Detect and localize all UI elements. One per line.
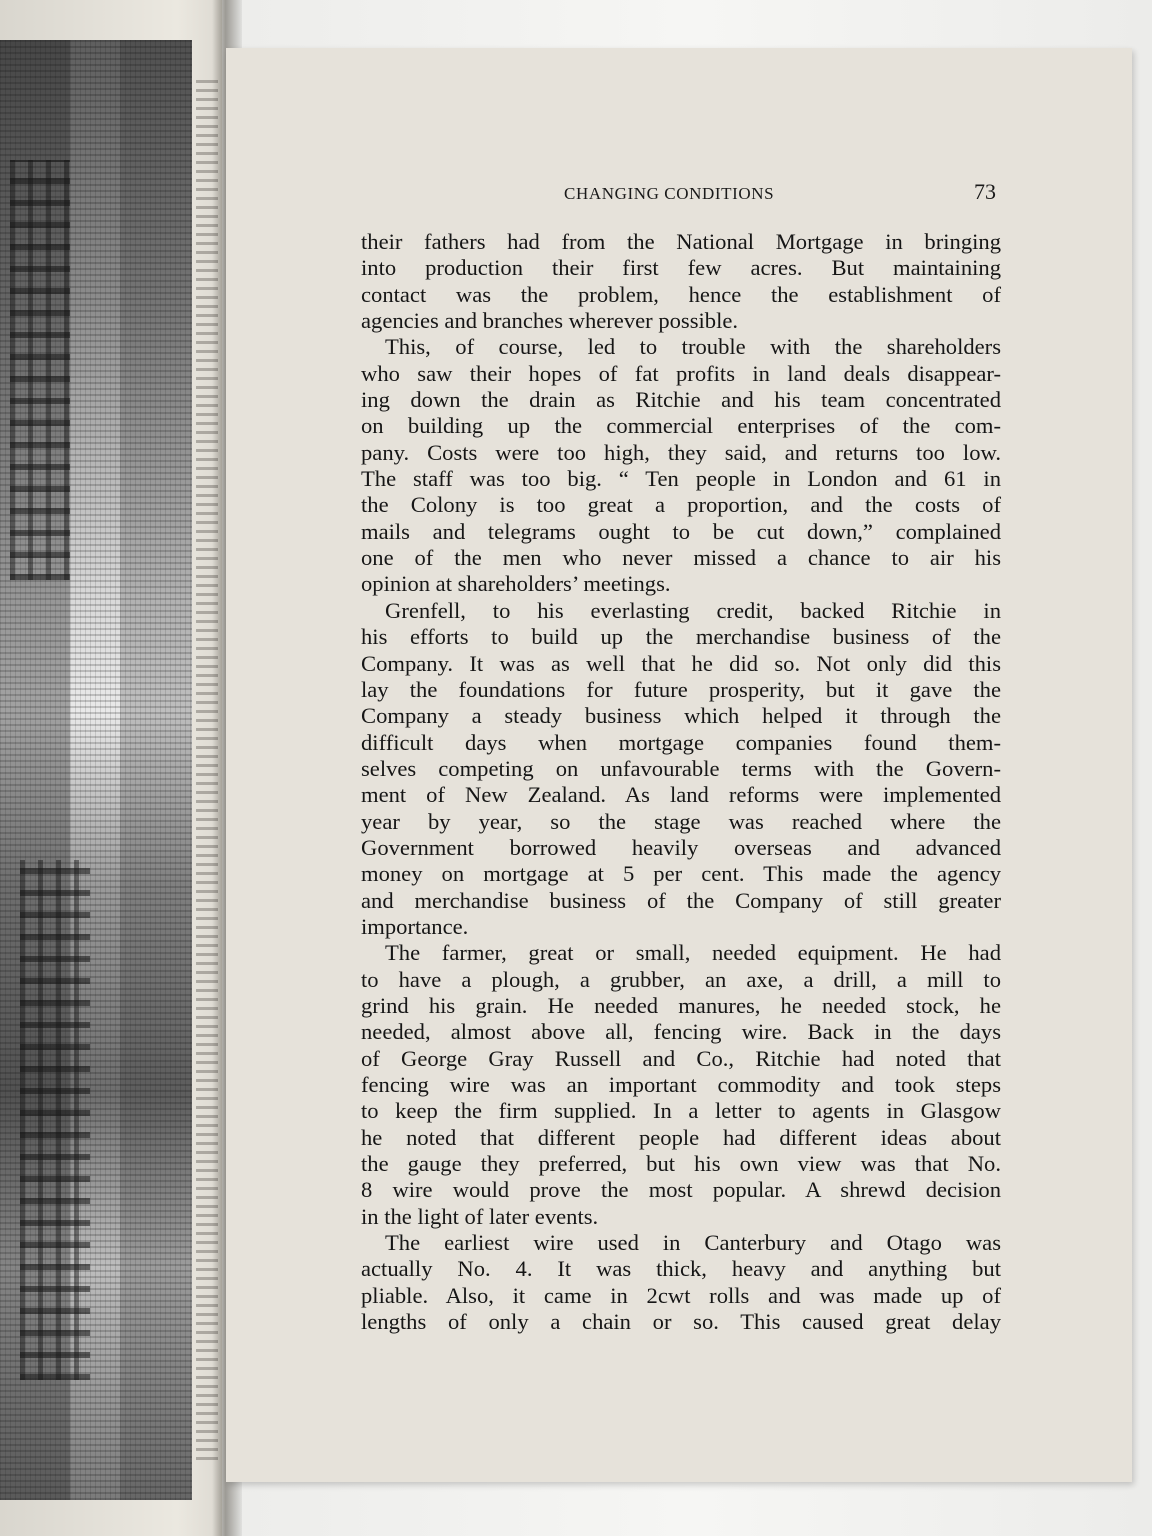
text-line: Company a steady business which helped it through the (361, 703, 1001, 729)
text-line: fencing wire was an important commodity and took steps (361, 1072, 1001, 1097)
text-line: mails and telegrams ought to be cut down,” complained (361, 518, 1001, 544)
running-head: CHANGING CONDITIONS (564, 184, 775, 203)
text-line: actually No. 4. It was thick, heavy and anything but (361, 1256, 1001, 1282)
text-line: ing down the drain as Ritchie and his team concentrated (361, 387, 1001, 413)
text-line: money on mortgage at 5 per cent. This made the agency (361, 861, 1001, 887)
page-header (226, 179, 1132, 212)
text-line: to keep the firm supplied. In a letter to agents in Glasgow (361, 1098, 1001, 1124)
text-line: on building up the commercial enterprises of the com- (361, 413, 1001, 439)
text-line: their fathers had from the National Mortgage in bringing (361, 229, 1001, 254)
text-line: his efforts to build up the merchandise business of the (361, 624, 1001, 650)
text-line: the Colony is too great a proportion, and the costs of (361, 492, 1001, 518)
text-line: into production their first few acres. But maintaining (361, 255, 1001, 281)
text-line: one of the men who never missed a chance to air his (361, 545, 1001, 571)
text-line: pliable. Also, it came in 2cwt rolls and was made up of (361, 1282, 1001, 1308)
book-page (226, 48, 1132, 1482)
text-line: in the light of later events. (361, 1203, 599, 1229)
text-line: This, of course, led to trouble with the shareholders (385, 334, 1001, 360)
text-line: Government borrowed heavily overseas and advanced (361, 834, 1001, 860)
text-line: Company. It was as well that he did so. Not only did this (361, 650, 1001, 676)
text-line: ment of New Zealand. As land reforms were implemented (361, 782, 1001, 808)
text-line: opinion at shareholders’ meetings. (361, 571, 671, 597)
text-line: 8 wire would prove the most popular. A shrewd decision (361, 1177, 1001, 1203)
page-number: 73 (974, 179, 996, 204)
text-line: difficult days when mortgage companies found them- (361, 729, 1001, 755)
text-line: lengths of only a chain or so. This caused great delay (361, 1309, 1001, 1335)
illustration-facade-upper (10, 160, 70, 580)
engraved-illustration (0, 40, 192, 1500)
text-line: to have a plough, a grubber, an axe, a drill, a mill to (361, 966, 1001, 992)
text-line: The staff was too big. “ Ten people in London and 61 in (361, 466, 1001, 492)
facing-page (0, 0, 222, 1536)
text-line: grind his grain. He needed manures, he needed stock, he (361, 992, 1001, 1018)
text-line: importance. (361, 913, 469, 939)
text-line: needed, almost above all, fencing wire. Back in the days (361, 1019, 1001, 1045)
text-line: pany. Costs were too high, they said, and returns too low. (361, 439, 1001, 465)
illustration-street-crowd (120, 40, 192, 1500)
text-line: year by year, so the stage was reached where the (361, 808, 1001, 834)
text-line: selves competing on unfavourable terms with the Govern- (361, 755, 1001, 781)
text-line: agencies and branches wherever possible. (361, 308, 739, 334)
illustration-facade-lower (20, 860, 90, 1380)
text-line: the gauge they preferred, but his own view was that No. (361, 1151, 1001, 1177)
text-line: lay the foundations for future prosperity, but it gave the (361, 676, 1001, 702)
text-line: who saw their hopes of fat profits in land deals disappear- (361, 360, 1001, 386)
text-line: The farmer, great or small, needed equipment. He had (385, 940, 1001, 966)
text-line: of George Gray Russell and Co., Ritchie had noted that (361, 1045, 1001, 1071)
text-line: Grenfell, to his everlasting credit, backed Ritchie in (385, 597, 1001, 623)
text-line: The earliest wire used in Canterbury and Otago was (385, 1230, 1001, 1256)
text-line: contact was the problem, hence the establishment of (361, 281, 1001, 307)
body-text (361, 229, 1001, 1335)
text-line: he noted that different people had different ideas about (361, 1124, 1001, 1150)
text-line: and merchandise business of the Company of still greater (361, 887, 1001, 913)
